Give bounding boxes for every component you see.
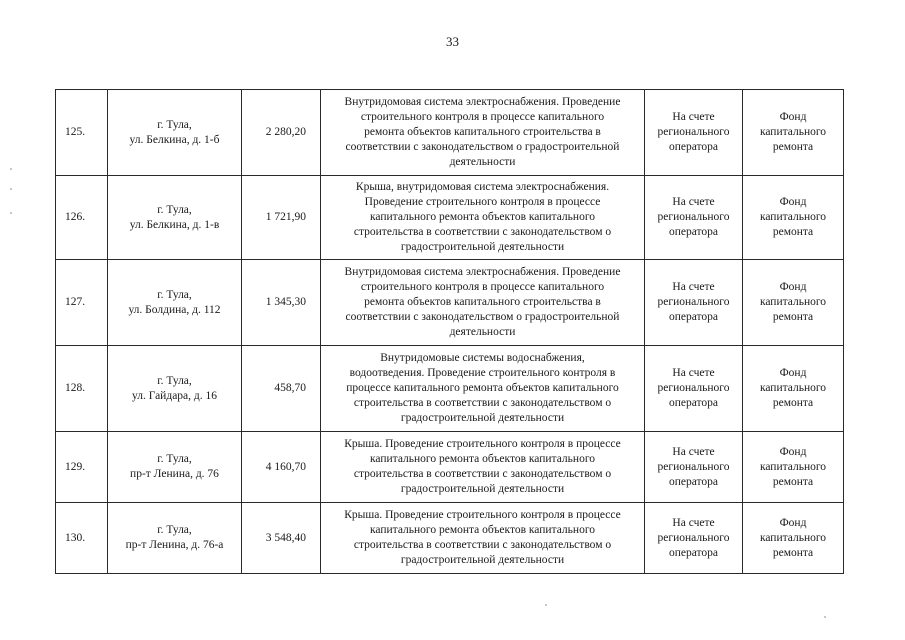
account-line: На счете [672,196,715,208]
scan-speck [545,604,547,606]
work-line: процессе капитального ремонта объектов капитального [346,382,619,394]
cost-cell: 1 345,30 [242,260,321,346]
address-street: пр-т Ленина, д. 76-а [125,539,224,551]
account-line: оператора [668,397,719,409]
account-line: оператора [668,226,719,238]
table-row [56,432,844,503]
table-row [56,260,844,346]
fund-cell [743,90,844,176]
address-street: ул. Гайдара, д. 16 [131,389,217,402]
address-street: пр-т Ленина, д. 76 [130,468,219,480]
fund-line: капитального [759,126,827,138]
work-line: Внутридомовая система электроснабжения. Проведение [344,96,621,108]
table-row [56,176,844,260]
address-street: ул. Болдина, д. 112 [128,303,221,316]
scan-speck [10,188,12,190]
work-line: Крыша. Проведение строительного контроля в процессе [344,509,621,521]
account-line: оператора [668,141,719,153]
scan-speck [10,168,12,170]
account-line: оператора [668,311,719,323]
account-line: оператора [668,546,719,559]
work-description-cell [321,346,645,432]
cost-cell: 1 721,90 [242,176,321,260]
account-line: На счете [672,516,715,529]
account-line: регионального [657,460,730,473]
account-cell [645,503,743,574]
row-number: 128. [56,346,108,432]
cost-cell: 4 160,70 [242,432,321,503]
address-cell [108,432,242,503]
work-line: строительного контроля в процессе капитального [360,281,605,293]
works-table [55,89,844,574]
page-number: 33 [446,34,459,49]
work-line: строительства в соответствии с законодательством о [353,468,612,480]
account-cell [645,432,743,503]
work-line: ремонта объектов капитального строительства в [364,296,601,308]
work-line: деятельности [449,326,516,338]
work-line: Крыша. Проведение строительного контроля в процессе [344,438,621,450]
account-line: регионального [657,531,730,544]
work-line: Проведение строительного контроля в процессе [364,196,601,208]
fund-line: капитального [759,382,827,394]
table-row [56,503,844,574]
work-description-cell [321,260,645,346]
address-city: г. Тула, [157,374,192,387]
fund-line: Фонд [779,111,807,123]
fund-cell [743,260,844,346]
work-line: градостроительной деятельности [400,483,565,495]
fund-cell [743,176,844,260]
fund-line: Фонд [779,367,807,379]
work-line: Крыша, внутридомовая система электроснабжения. [355,181,610,193]
fund-line: ремонта [772,475,814,488]
address-cell [108,260,242,346]
account-line: оператора [668,475,719,488]
address-city: г. Тула, [157,118,192,131]
scan-speck [824,616,826,618]
address-cell [108,346,242,432]
cost-cell: 3 548,40 [242,503,321,574]
account-line: регионального [657,382,730,394]
work-line: капитального ремонта объектов капитального [369,524,595,536]
work-line: градостроительной деятельности [400,412,565,424]
account-cell [645,260,743,346]
fund-line: капитального [759,531,827,544]
work-line: соответствии с законодательством о градостроительной [345,141,620,153]
address-cell [108,176,242,260]
work-line: строительного контроля в процессе капитального [360,111,605,123]
account-line: На счете [672,367,715,379]
address-cell [108,503,242,574]
work-line: строительства в соответствии с законодательством о [353,397,612,409]
table-row [56,346,844,432]
address-street: ул. Белкина, д. 1-б [129,133,220,146]
account-line: На счете [672,281,715,293]
address-city: г. Тула, [157,524,192,536]
account-line: регионального [657,126,730,138]
work-line: Внутридомовые системы водоснабжения, [380,352,585,364]
account-line: На счете [672,111,715,123]
work-description-cell [321,503,645,574]
fund-line: Фонд [779,196,807,208]
table-row [56,90,844,176]
work-description-cell [321,90,645,176]
fund-cell [743,346,844,432]
row-number: 126. [56,176,108,260]
fund-cell [743,503,844,574]
address-city: г. Тула, [157,453,192,465]
work-line: ремонта объектов капитального строительства в [364,126,601,138]
address-street: ул. Белкина, д. 1-в [129,218,220,231]
scan-speck [10,212,12,214]
work-line: водоотведения. Проведение строительного контроля в [349,367,616,379]
work-line: деятельности [449,156,516,168]
work-line: градостроительной деятельности [400,241,565,253]
account-line: регионального [657,211,730,223]
fund-line: капитального [759,211,827,223]
work-description-cell [321,432,645,503]
work-line: капитального ремонта объектов капитального [369,453,595,465]
address-cell [108,90,242,176]
address-city: г. Тула, [157,203,192,216]
address-city: г. Тула, [157,288,192,301]
fund-line: капитального [759,460,827,473]
account-cell [645,90,743,176]
row-number: 129. [56,432,108,503]
fund-line: Фонд [779,281,807,293]
row-number: 125. [56,90,108,176]
fund-line: Фонд [779,516,807,529]
account-line: На счете [672,445,715,458]
fund-cell [743,432,844,503]
work-line: соответствии с законодательством о градостроительной [345,311,620,323]
row-number: 127. [56,260,108,346]
account-cell [645,176,743,260]
work-line: капитального ремонта объектов капитального [369,211,595,223]
fund-line: ремонта [772,311,814,323]
fund-line: ремонта [772,397,814,409]
account-line: регионального [657,296,730,308]
cost-cell: 2 280,20 [242,90,321,176]
row-number: 130. [56,503,108,574]
fund-line: ремонта [772,226,814,238]
fund-line: Фонд [779,445,807,458]
fund-line: ремонта [772,546,814,559]
work-description-cell [321,176,645,260]
work-line: градостроительной деятельности [400,554,565,566]
account-cell [645,346,743,432]
work-line: строительства в соответствии с законодательством о [353,226,612,238]
work-line: Внутридомовая система электроснабжения. Проведение [344,266,621,278]
cost-cell: 458,70 [242,346,321,432]
work-line: строительства в соответствии с законодательством о [353,539,612,551]
fund-line: капитального [759,296,827,308]
fund-line: ремонта [772,141,814,153]
